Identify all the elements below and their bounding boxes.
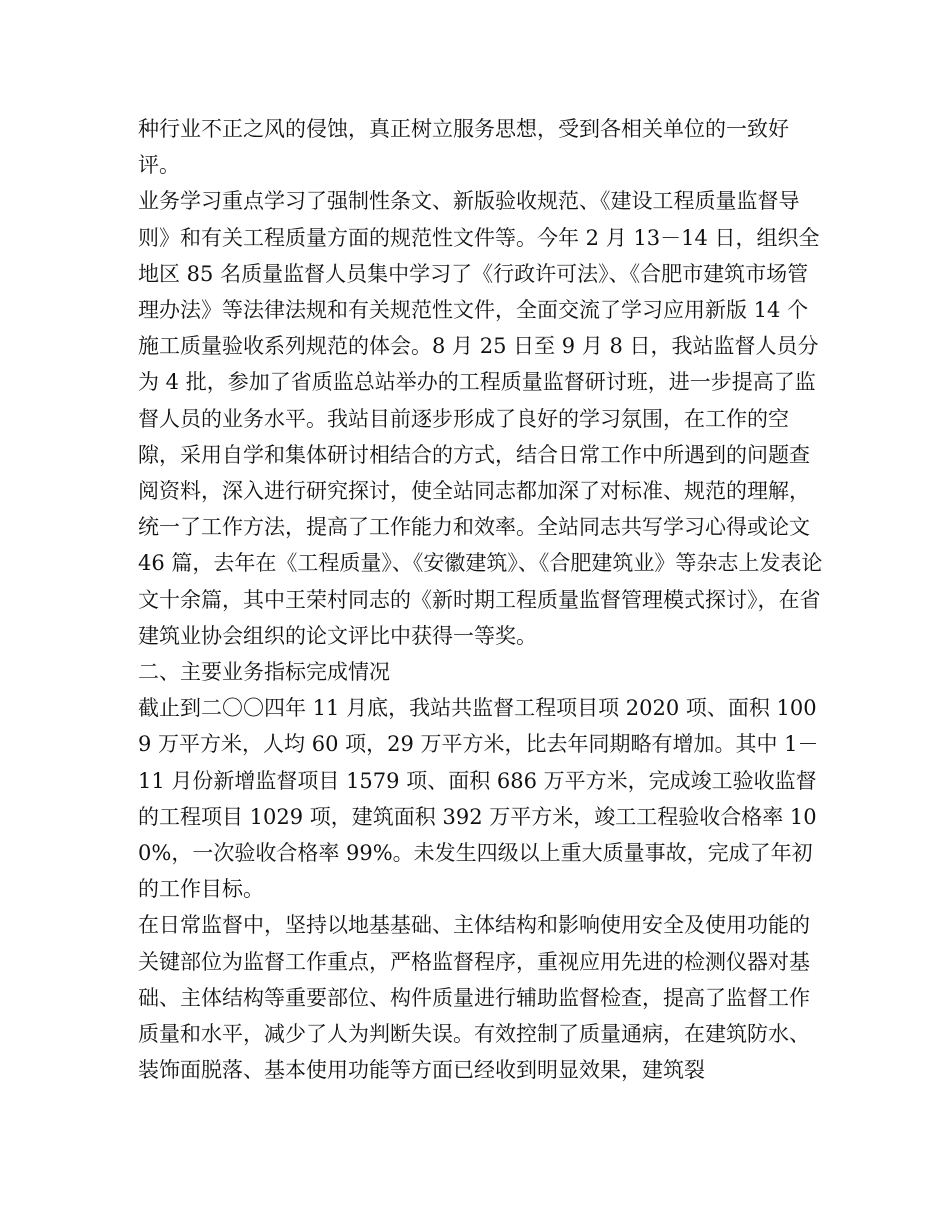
section-heading-main-indicators: 二、主要业务指标完成情况 bbox=[138, 660, 390, 685]
paragraph-indicator-statistics: 截止到二〇〇四年 11 月底，我站共监督工程项目项 2020 项、面积 1009 万平方米，人均 60 项，29 万平方米，比去年同期略有增加。其中 1－11 月份新增监督项目 1579 项、面积 686 万平方米，完成竣工验收监督的工程项目 1029 项，建筑面积 392 万平方米，竣工工程验收合格率 100%，一次验收合格率 99%。未发生四级以上重大质量事故，完成了年初的工作目标。 bbox=[138, 696, 819, 902]
document-body bbox=[138, 111, 828, 1088]
paragraph-business-study: 业务学习重点学习了强制性条文、新版验收规范、《建设工程质量监督导则》和有关工程质量方面的规范性文件等。今年 2 月 13－14 日，组织全地区 85 名质量监督人员集中学习了《行政许可法》、《合肥市建筑市场管理办法》等法律法规和有关规范性文件，全面交流了学习应用新版 14 个施工质量验收系列规范的体会。8 月 25 日至 9 月 8 日，我站监督人员分为 4 批，参加了省质监总站举办的工程质量监督研讨班，进一步提高了监督人员的业务水平。我站目前逐步形成了良好的学习氛围，在工作的空隙，采用自学和集体研讨相结合的方式，结合日常工作中所遇到的问题查阅资料，深入进行研究探讨，使全站同志都加深了对标准、规范的理解，统一了工作方法，提高了工作能力和效率。全站同志共写学习心得或论文 46 篇，去年在《工程质量》、《安徽建筑》、《合肥建筑业》等杂志上发表论文十余篇，其中王荣村同志的《新时期工程质量监督管理模式探讨》，在省建筑业协会组织的论文评比中获得一等奖。 bbox=[138, 189, 823, 648]
paragraph-service-evaluation: 种行业不正之风的侵蚀，真正树立服务思想，受到各相关单位的一致好评。 bbox=[138, 117, 789, 178]
paragraph-daily-supervision: 在日常监督中，坚持以地基基础、主体结构和影响使用安全及使用功能的关键部位为监督工作重点，严格监督程序，重视应用先进的检测仪器对基础、主体结构等重要部位、构件质量进行辅助监督检查，提高了监督工作质量和水平，减少了人为判断失误。有效控制了质量通病，在建筑防水、装饰面脱落、基本使用功能等方面已经收到明显效果，建筑裂 bbox=[138, 913, 810, 1083]
